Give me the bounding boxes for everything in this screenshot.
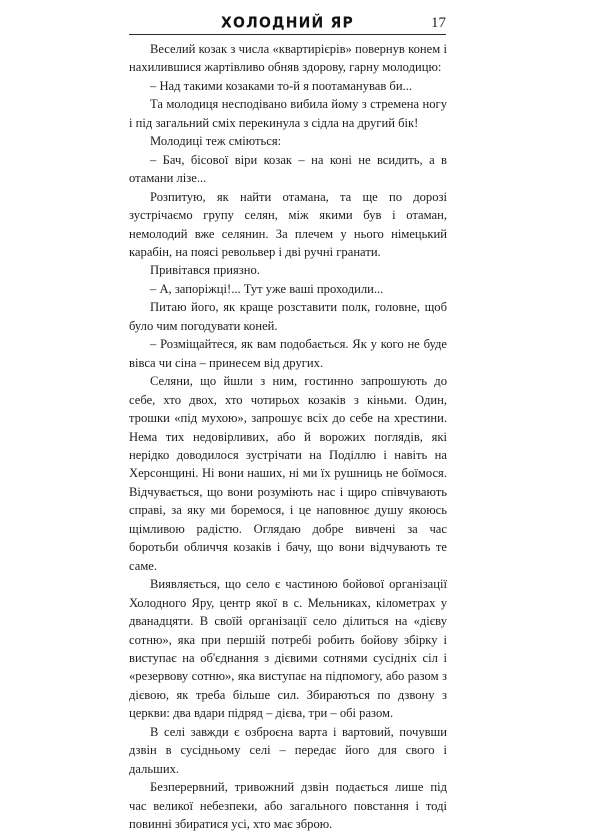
paragraph: Привітався приязно. <box>150 263 260 278</box>
paragraph: Питаю його, як краще розставити полк, головне, щоб було чим погодувати коней. <box>129 300 447 333</box>
paragraph: – Над такими козаками то-й я поотаманував би... <box>150 78 413 93</box>
paragraph: – А, запоріжці!... Тут уже ваші проходили... <box>150 281 384 296</box>
paragraph: Селяни, що йшли з ним, гостинно запрошують до себе, хто двох, хто чотирьох козаків з кіньми. Один, трошки «під мухою», запрошує всіх до себе на хрестини. Нема тих недовірливих, або й ворожих поглядів, які нерідко доводилося зустрічати на Поділлю і навіть на Херсонщині. Ні вони наших, ні ми їх рушниць не боїмося. Відчувається, що вони розуміють нас і щиро співчувають справі, за яку ми боремося, і це наповнює душу якоюсь щімливою радістю. Оглядаю добре вивчені за час боротьби обличчя козаків і бачу, що вони відчувають те саме. <box>129 374 447 573</box>
paragraph: В селі завжди є озброєна варта і вартовий, почувши дзвін в сусідньому селі – передає його для свого і дальших. <box>129 724 447 776</box>
paragraph: Безперервний, тривожний дзвін подається лише під час великої небезпеки, або загального повстання і тоді повинні збиратися усі, хто має зброю. <box>129 780 447 832</box>
paragraph: Веселий козак з числа «квартирієрів» повернув конем і нахилившися жартівливо обняв здорову, гарну молодицю: <box>129 42 447 75</box>
body-text <box>129 40 447 833</box>
paragraph: Виявляється, що село є частиною бойової організації Холодного Яру, центр якої в с. Мельниках, кілометрах у дванадцяти. В своїй організації село ділиться на «дієву сотню», яка при першій потребі робить бойову збірку і виступає на об'єднання з дієвими сотнями сусідніх сіл і «резервову сотню», яка виступає на підпомогу, або разом з дієвою, як треба більше сил. Збираються по дзвону з церкви: два вдари підряд – дієва, три – обі разом. <box>129 577 447 721</box>
running-header <box>129 14 446 35</box>
book-title: ХОЛОДНИЙ ЯР <box>221 14 354 32</box>
paragraph: Молодиці теж сміються: <box>150 134 282 149</box>
paragraph: – Розміщайтеся, як вам подобається. Як у кого не буде вівса чи сіна – принесем від других. <box>129 337 447 370</box>
page-number: 17 <box>431 15 446 31</box>
paragraph: Та молодиця несподівано вибила йому з стремена ногу і під загальний сміх перекинула з сідла на другий бік! <box>129 97 447 130</box>
paragraph: Розпитую, як найти отамана, та ще по дорозі зустрічаємо групу селян, між якими був і отаман, немолодий вже селянин. За плечем у нього німецький карабін, на поясі револьвер і дві ручні гранати. <box>129 189 447 259</box>
paragraph: – Бач, бісової віри козак – на коні не всидить, а в отамани лізе... <box>129 152 447 186</box>
